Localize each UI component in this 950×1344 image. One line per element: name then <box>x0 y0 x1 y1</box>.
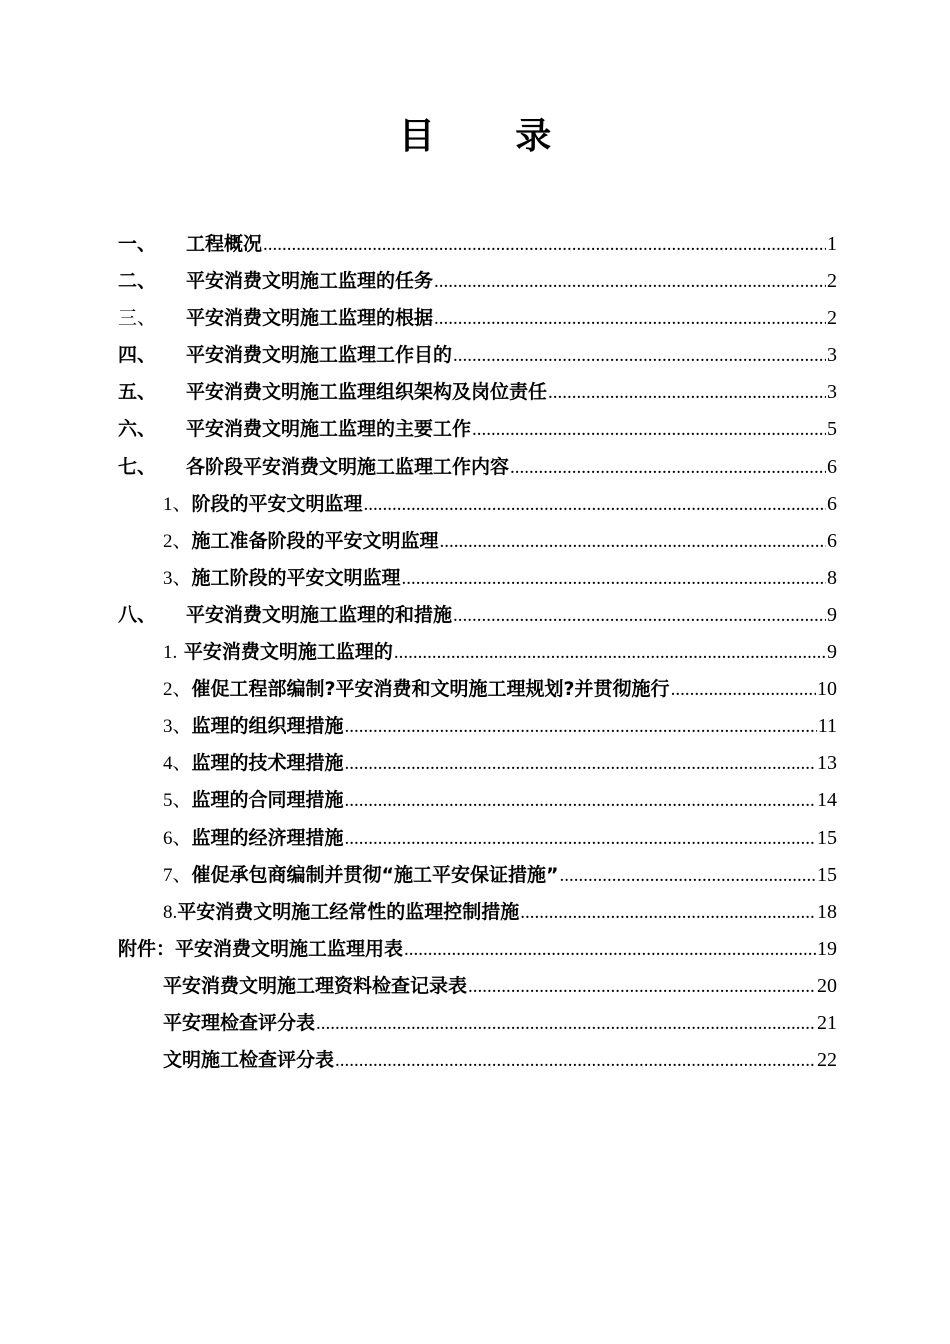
toc-page-number: 3 <box>827 381 837 404</box>
toc-page-number: 22 <box>817 1049 837 1072</box>
toc-number: 1. <box>163 642 178 664</box>
toc-leader <box>345 782 816 819</box>
toc-page-number: 20 <box>817 974 837 997</box>
toc-title: 施工阶段的平安文明监理 <box>191 566 401 589</box>
toc-number: 4、 <box>163 753 192 775</box>
toc-subentry[interactable] <box>118 634 837 671</box>
toc-leader <box>263 226 826 263</box>
toc-number: 七、 <box>118 455 157 478</box>
toc-leader <box>510 449 826 486</box>
toc-entry[interactable] <box>118 300 837 337</box>
toc-number: 2、 <box>163 530 192 552</box>
toc-page-number: 2 <box>827 270 837 293</box>
toc-entry[interactable] <box>118 337 837 374</box>
toc-leader <box>345 708 817 745</box>
toc-number: 四、 <box>118 344 157 367</box>
toc-title: 平安消费文明施工监理工作目的 <box>186 344 453 367</box>
toc-number: 六、 <box>118 418 157 441</box>
toc-number: 3、 <box>163 567 192 589</box>
toc-page-number: 14 <box>817 789 837 812</box>
toc-subentry[interactable] <box>118 708 837 745</box>
toc-leader <box>335 1042 816 1079</box>
toc-title: 平安消费文明施工监理的和措施 <box>186 603 453 626</box>
page-title: 目 录 <box>398 116 586 157</box>
toc-title: 催促承包商编制并贯彻“施工平安保证措施” <box>191 863 559 886</box>
toc-page-number: 8 <box>827 566 837 589</box>
toc-leader <box>434 300 826 337</box>
toc-subentry[interactable] <box>118 671 837 708</box>
toc-title: 阶段的平安文明监理 <box>191 492 363 515</box>
toc-number: 五、 <box>118 381 157 404</box>
toc-leader <box>520 894 816 931</box>
toc-appendix-entry[interactable] <box>118 931 837 968</box>
toc-entry[interactable] <box>118 597 837 634</box>
toc-leader <box>453 597 826 634</box>
toc-leader <box>472 411 826 448</box>
toc-title: 监理的技术理措施 <box>191 752 344 775</box>
toc-page-number: 13 <box>817 752 837 775</box>
toc-leader <box>345 820 816 857</box>
toc-page-number: 10 <box>817 678 837 701</box>
toc-leader <box>364 486 826 523</box>
toc-page-number: 2 <box>827 307 837 330</box>
toc-title: 催促工程部编制?平安消费和文明施工理规划?并贯彻施行 <box>191 678 670 701</box>
toc-page-number: 19 <box>817 937 837 960</box>
toc-number: 一、 <box>118 233 157 255</box>
toc-page-number: 9 <box>827 603 837 626</box>
toc-page-number: 18 <box>817 900 837 923</box>
toc-number: 2、 <box>163 679 192 701</box>
toc-title: 平安消费文明施工理资料检查记录表 <box>163 974 468 997</box>
toc-page-number: 6 <box>827 529 837 552</box>
toc-page-number: 15 <box>817 863 837 886</box>
toc-entry[interactable] <box>118 263 837 300</box>
toc-leader <box>434 263 826 300</box>
toc-title: 附件：平安消费文明施工监理用表 <box>118 937 404 960</box>
toc-page-number: 6 <box>827 492 837 515</box>
toc-page-number: 11 <box>817 715 837 738</box>
toc-subentry[interactable] <box>118 560 837 597</box>
toc-number: 二、 <box>118 270 157 293</box>
toc-leader <box>560 857 817 894</box>
toc-page-number: 6 <box>827 455 837 478</box>
toc-title: 平安理检查评分表 <box>163 1011 316 1034</box>
toc-leader <box>402 560 826 597</box>
toc-title: 各阶段平安消费文明施工监理工作内容 <box>186 455 510 478</box>
toc-leader <box>468 968 816 1005</box>
toc-leader <box>440 523 826 560</box>
toc-appendix-subentry[interactable] <box>118 968 837 1005</box>
toc-appendix-subentry[interactable] <box>118 1005 837 1042</box>
toc-leader <box>404 931 816 968</box>
toc-number: 三、 <box>118 307 157 330</box>
toc-leader <box>394 634 826 671</box>
toc-page-number: 1 <box>827 233 837 255</box>
toc-entry[interactable] <box>118 449 837 486</box>
toc-number: 3、 <box>163 716 192 738</box>
toc-page-number: 21 <box>817 1011 837 1034</box>
toc-title: 平安消费文明施工监理的任务 <box>186 270 434 293</box>
toc-subentry[interactable] <box>118 820 837 857</box>
toc-page-number: 5 <box>827 418 837 441</box>
toc-number: 6、 <box>163 827 192 849</box>
toc-leader <box>548 374 826 411</box>
toc-entry[interactable] <box>118 374 837 411</box>
toc-entry[interactable] <box>118 226 837 263</box>
toc-title: 平安消费文明施工监理的根据 <box>186 307 434 330</box>
toc-leader <box>345 745 816 782</box>
toc-title: 监理的合同理措施 <box>191 789 344 812</box>
toc-title: 平安消费文明施工经常性的监理控制措施 <box>177 900 520 923</box>
toc-subentry[interactable] <box>118 782 837 819</box>
toc-number: 八、 <box>118 603 157 626</box>
toc-title: 平安消费文明施工监理的主要工作 <box>186 418 472 441</box>
toc-title: 监理的组织理措施 <box>191 715 344 738</box>
toc-title: 文明施工检查评分表 <box>163 1049 335 1072</box>
toc-leader <box>671 671 816 708</box>
toc-subentry[interactable] <box>118 486 837 523</box>
toc-subentry[interactable] <box>118 523 837 560</box>
toc-leader <box>453 337 826 374</box>
toc-title: 平安消费文明施工监理的 <box>177 641 393 664</box>
toc-subentry[interactable] <box>118 894 837 931</box>
toc-subentry[interactable] <box>118 857 837 894</box>
toc-title: 平安消费文明施工监理组织架构及岗位责任 <box>186 381 548 404</box>
toc-number: 8. <box>163 901 178 923</box>
toc-number: 7、 <box>163 864 192 886</box>
toc-number: 1、 <box>163 493 192 515</box>
toc-title: 监理的经济理措施 <box>191 826 344 849</box>
toc-leader <box>316 1005 816 1042</box>
toc-subentry[interactable] <box>118 745 837 782</box>
toc-page-number: 15 <box>817 826 837 849</box>
table-of-contents <box>118 226 837 1079</box>
toc-appendix-subentry[interactable] <box>118 1042 837 1079</box>
toc-title: 施工准备阶段的平安文明监理 <box>191 529 439 552</box>
toc-page-number: 9 <box>827 641 837 664</box>
toc-entry[interactable] <box>118 411 837 448</box>
toc-page-number: 3 <box>827 344 837 367</box>
toc-title: 工程概况 <box>186 233 263 255</box>
toc-number: 5、 <box>163 790 192 812</box>
